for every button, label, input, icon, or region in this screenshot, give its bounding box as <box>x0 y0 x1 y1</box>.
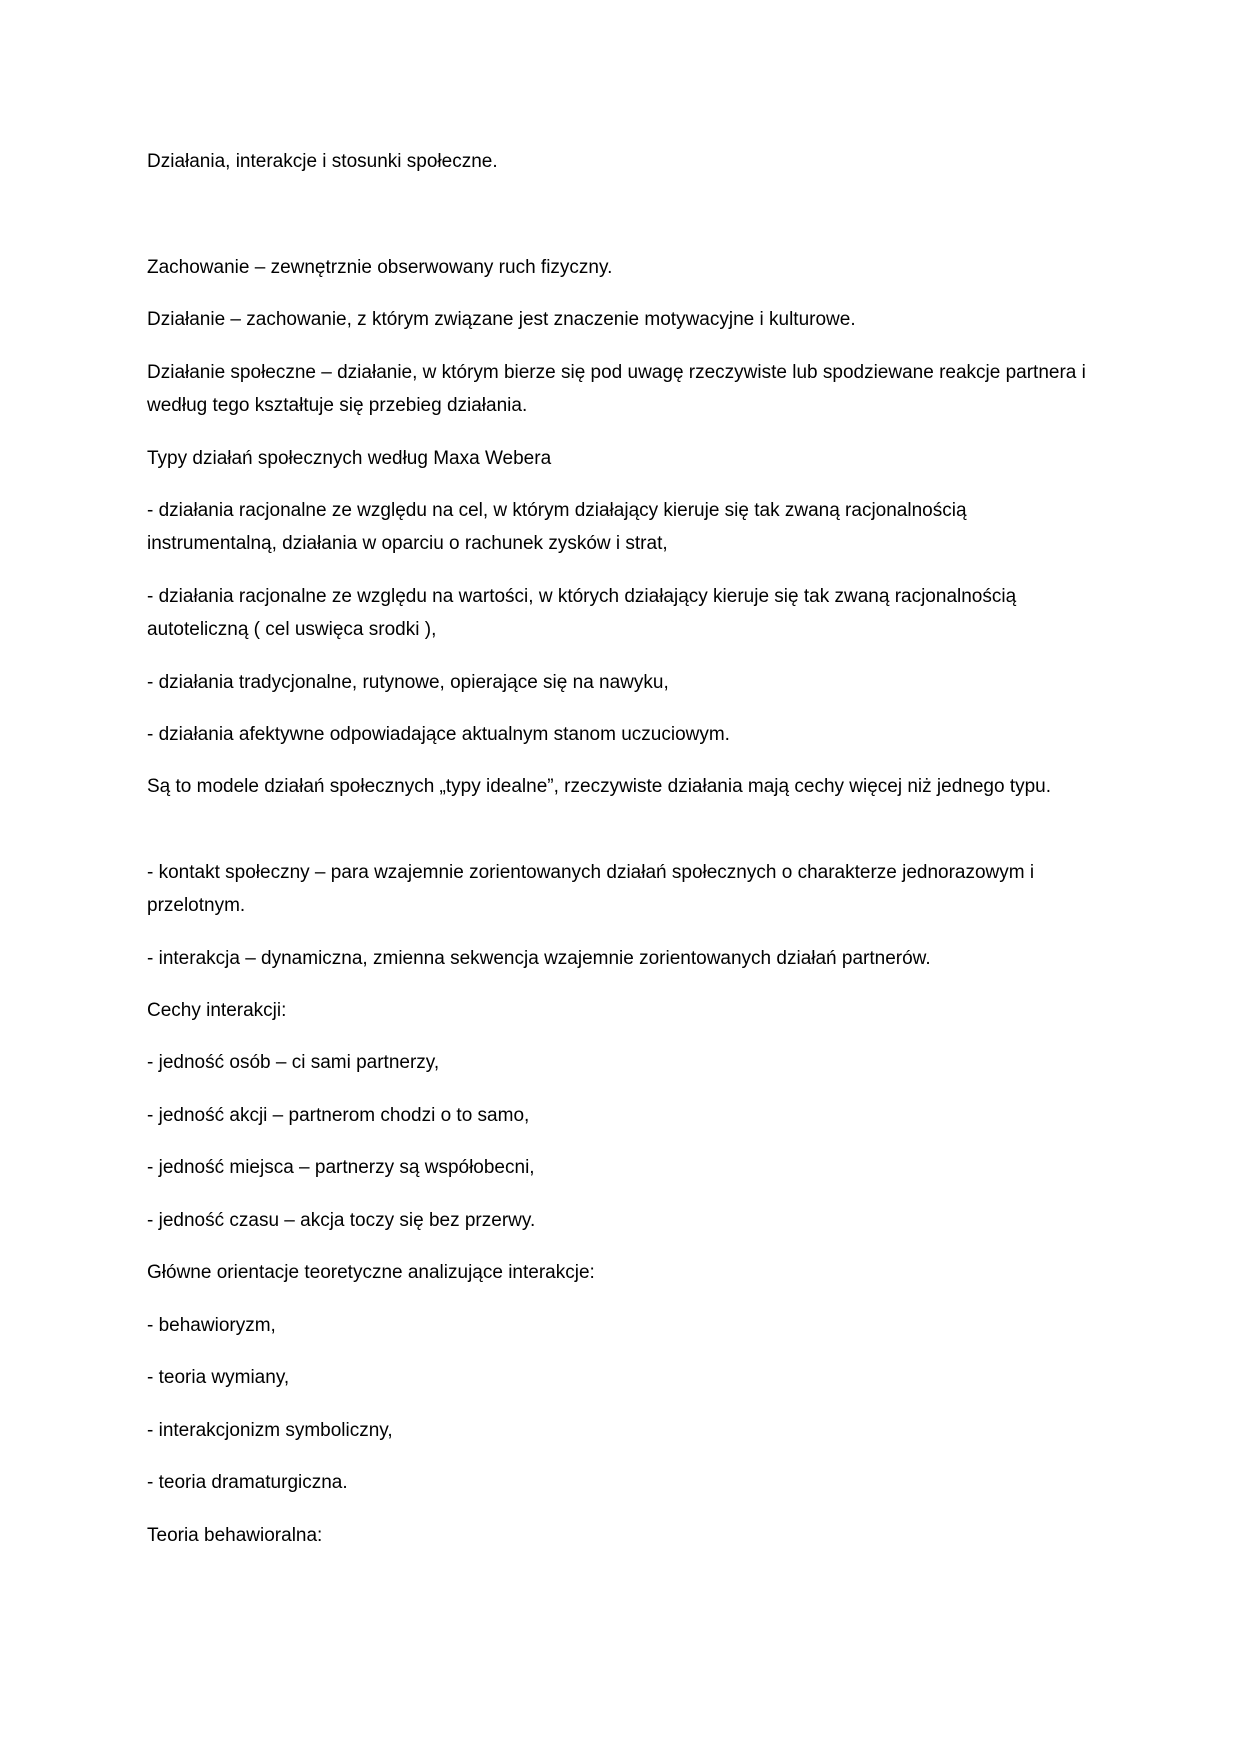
list-item-jednosc-czasu: - jedność czasu – akcja toczy się bez przerwy. <box>147 1210 536 1231</box>
list-item-kontakt-spoleczny: - kontakt społeczny – para wzajemnie zorientowanych działań społecznych o charakterze jednorazowym i przelotnym. <box>147 862 1035 916</box>
paragraph-zachowanie: Zachowanie – zewnętrznie obserwowany ruch fizyczny. <box>147 257 613 278</box>
list-item-behawioryzm: - behawioryzm, <box>147 1315 276 1336</box>
paragraph-teoria-behawioralna: Teoria behawioralna: <box>147 1525 323 1546</box>
list-item-teoria-dramaturgiczna: - teoria dramaturgiczna. <box>147 1472 348 1493</box>
list-item-jednosc-osob: - jedność osób – ci sami partnerzy, <box>147 1052 440 1073</box>
document-title: Działania, interakcje i stosunki społeczne. <box>147 151 498 172</box>
paragraph-dzialanie-spoleczne: Działanie społeczne – działanie, w którym bierze się pod uwagę rzeczywiste lub spodziewane reakcje partnera i według tego kształtuje się przebieg działania. <box>147 362 1086 416</box>
list-item-jednosc-miejsca: - jedność miejsca – partnerzy są współobecni, <box>147 1157 535 1178</box>
paragraph-dzialanie: Działanie – zachowanie, z którym związane jest znaczenie motywacyjne i kulturowe. <box>147 309 856 330</box>
list-item-racjonalne-cel: - działania racjonalne ze względu na cel, w którym działający kieruje się tak zwaną racjonalnością instrumentalną, działania w oparciu o rachunek zysków i strat, <box>147 500 967 554</box>
list-item-teoria-wymiany: - teoria wymiany, <box>147 1367 290 1388</box>
list-item-tradycjonalne: - działania tradycjonalne, rutynowe, opierające się na nawyku, <box>147 672 669 693</box>
list-item-racjonalne-wartosci: - działania racjonalne ze względu na wartości, w których działający kieruje się tak zwaną racjonalnością autoteliczną ( cel uswięca srodki ), <box>147 586 1017 640</box>
list-item-interakcja: - interakcja – dynamiczna, zmienna sekwencja wzajemnie zorientowanych działań partnerów. <box>147 948 931 969</box>
paragraph-typy-idealne: Są to modele działań społecznych „typy idealne”, rzeczywiste działania mają cechy więcej niż jednego typu. <box>147 776 1052 797</box>
list-item-interakcjonizm: - interakcjonizm symboliczny, <box>147 1420 393 1441</box>
list-item-jednosc-akcji: - jedność akcji – partnerom chodzi o to samo, <box>147 1105 530 1126</box>
list-item-afektywne: - działania afektywne odpowiadające aktualnym stanom uczuciowym. <box>147 724 730 745</box>
paragraph-typy-weber: Typy działań społecznych według Maxa Webera <box>147 448 552 469</box>
paragraph-glowne-orientacje: Główne orientacje teoretyczne analizujące interakcje: <box>147 1262 595 1283</box>
paragraph-cechy-interakcji: Cechy interakcji: <box>147 1000 287 1021</box>
